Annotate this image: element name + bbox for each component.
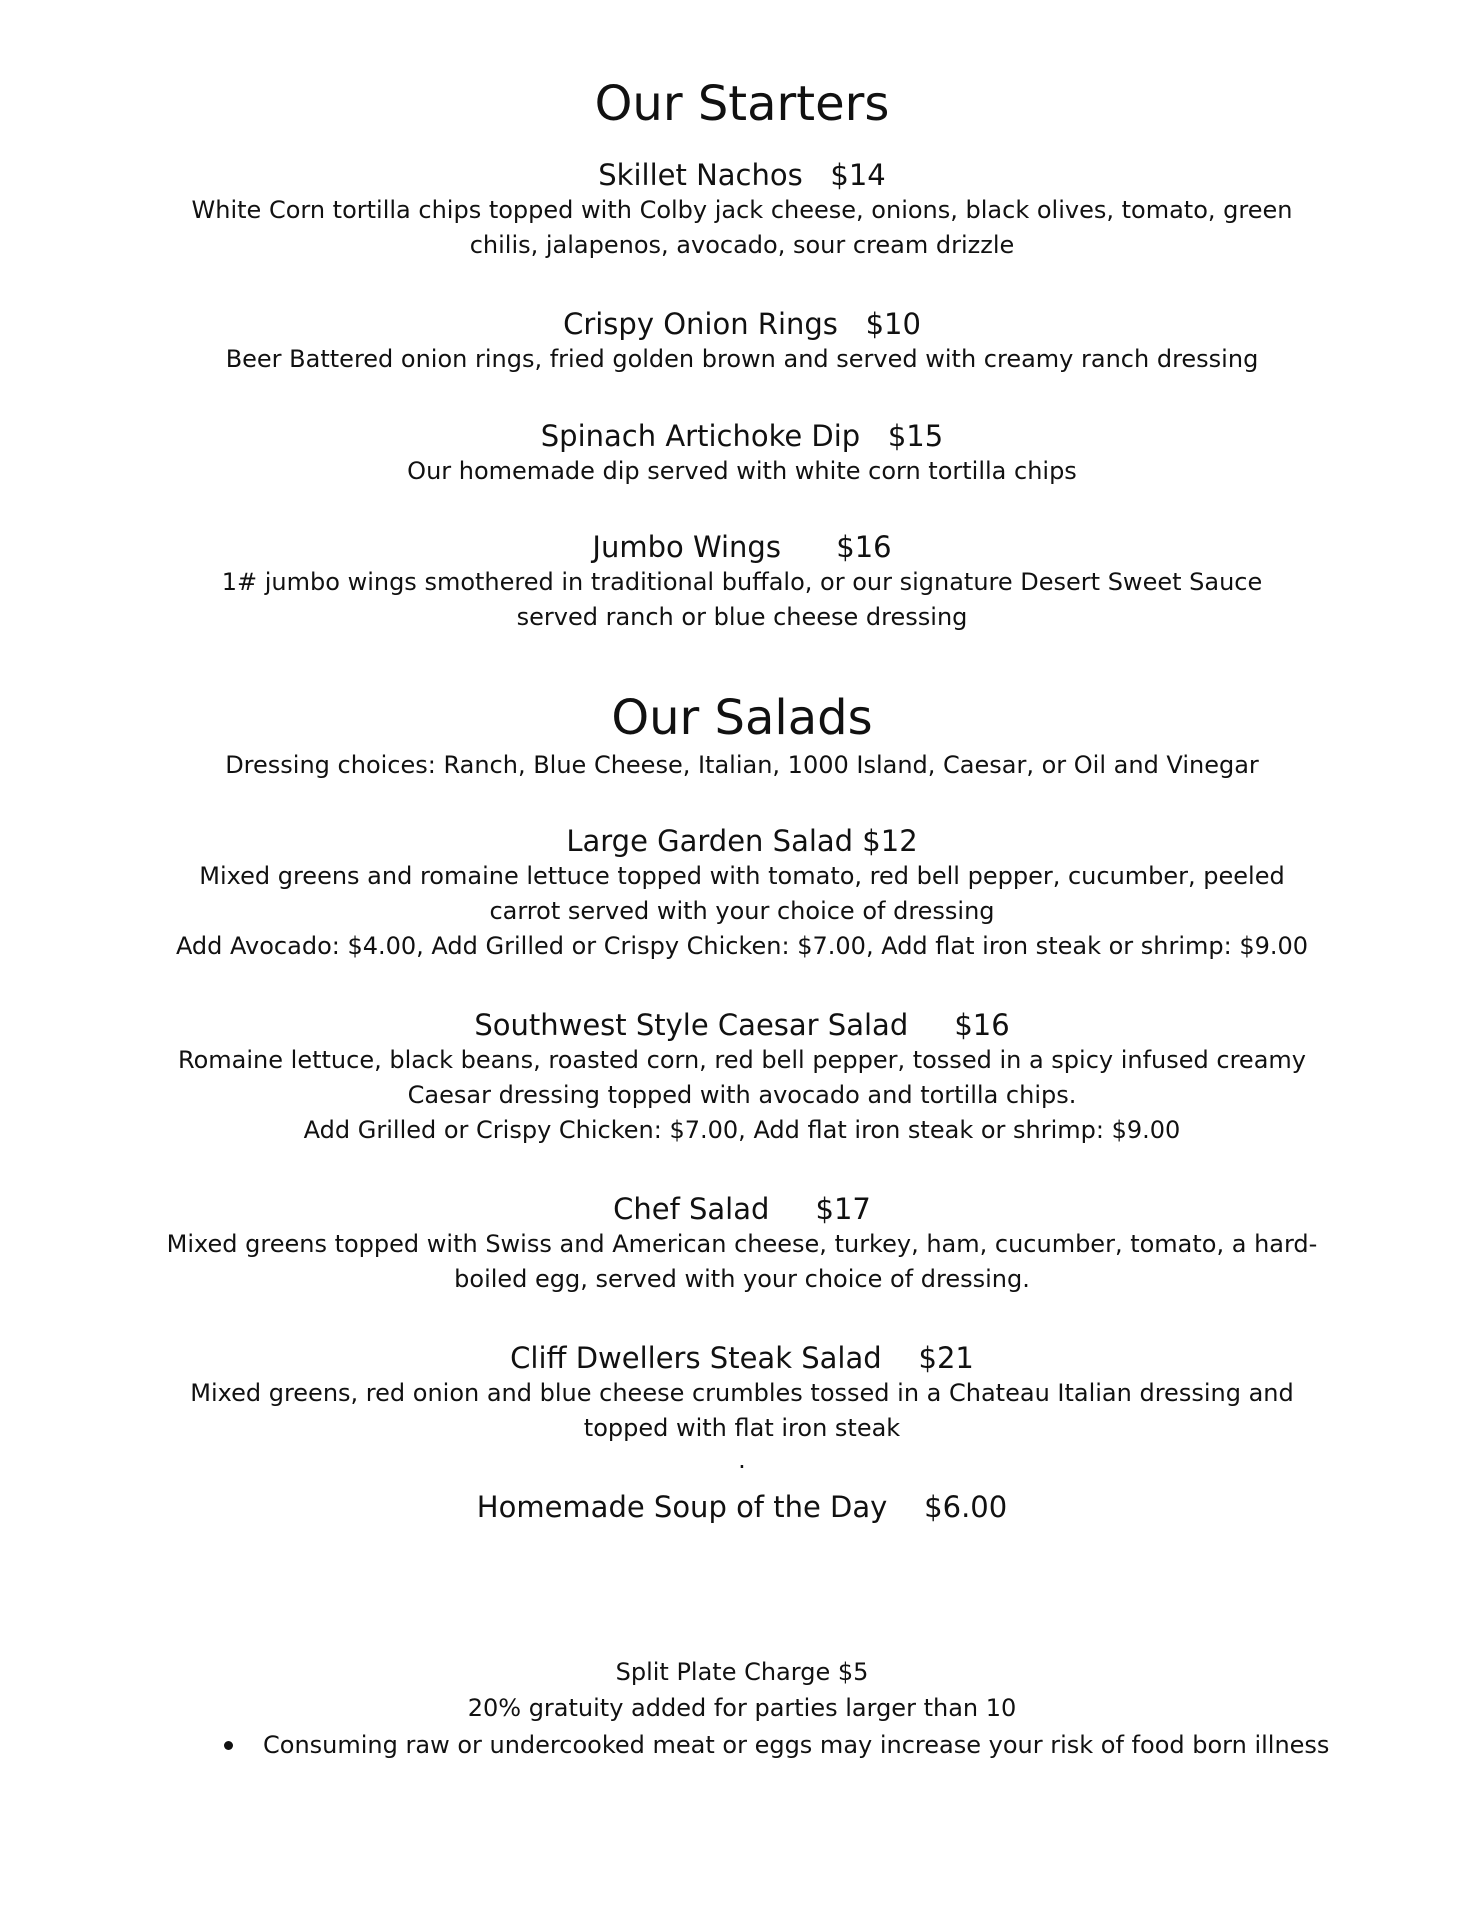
footer-notes <box>0 1654 1484 1726</box>
menu-item-chef-salad <box>0 1191 1484 1297</box>
item-description-line: Mixed greens topped with Swiss and American cheese, turkey, ham, cucumber, tomato, a hard- <box>166 1230 1318 1258</box>
item-description-line: Mixed greens, red onion and blue cheese crumbles tossed in a Chateau Italian dressing and <box>190 1379 1294 1407</box>
menu-item-skillet-nachos <box>0 157 1484 263</box>
dressing-choices-note: Dressing choices: Ranch, Blue Cheese, Italian, 1000 Island, Caesar, or Oil and Vinegar <box>225 751 1259 779</box>
item-title: Large Garden Salad $12 <box>566 824 918 858</box>
item-addon-line: Add Avocado: $4.00, Add Grilled or Crispy Chicken: $7.00, Add flat iron steak or shrimp: $9.00 <box>175 932 1309 960</box>
salads-title: Our Salads <box>611 690 873 746</box>
split-plate-charge: Split Plate Charge $5 <box>615 1658 869 1686</box>
item-description-line: Our homemade dip served with white corn tortilla chips <box>407 457 1077 485</box>
starters-title: Our Starters <box>594 76 890 132</box>
item-title: Jumbo Wings $16 <box>592 530 892 564</box>
bullet-icon <box>224 1741 233 1750</box>
menu-item-crispy-onion-rings <box>0 306 1484 377</box>
warning-text: Consuming raw or undercooked meat or eggs may increase your risk of food born illness <box>263 1731 1330 1759</box>
item-description-line: served ranch or blue cheese dressing <box>516 603 968 631</box>
menu-item-soup-of-the-day <box>0 1489 1484 1525</box>
item-description-line: White Corn tortilla chips topped with Colby jack cheese, onions, black olives, tomato, green <box>191 196 1293 224</box>
item-title: Chef Salad $17 <box>613 1192 871 1226</box>
item-description-line: boiled egg, served with your choice of dressing. <box>454 1265 1030 1293</box>
menu-item-jumbo-wings <box>0 529 1484 635</box>
menu-item-cliff-dwellers-steak-salad <box>0 1340 1484 1474</box>
item-title: Cliff Dwellers Steak Salad $21 <box>510 1341 974 1375</box>
menu-item-southwest-caesar-salad <box>0 1007 1484 1148</box>
item-description-line: Mixed greens and romaine lettuce topped with tomato, red bell pepper, cucumber, peeled <box>199 862 1285 890</box>
item-description-line: . <box>738 1446 746 1474</box>
item-title: Spinach Artichoke Dip $15 <box>540 419 944 453</box>
soup-title: Homemade Soup of the Day $6.00 <box>476 1490 1008 1524</box>
item-title: Crispy Onion Rings $10 <box>563 307 921 341</box>
item-description-line: carrot served with your choice of dressing <box>489 897 995 925</box>
item-title: Skillet Nachos $14 <box>598 158 886 192</box>
item-description-line: chilis, jalapenos, avocado, sour cream drizzle <box>469 231 1015 259</box>
menu-item-spinach-artichoke-dip <box>0 418 1484 489</box>
salads-section-title-block <box>0 690 1484 783</box>
item-title: Southwest Style Caesar Salad $16 <box>474 1008 1010 1042</box>
item-description-line: Beer Battered onion rings, fried golden brown and served with creamy ranch dressing <box>225 345 1259 373</box>
item-addon-line: Add Grilled or Crispy Chicken: $7.00, Add flat iron steak or shrimp: $9.00 <box>303 1116 1181 1144</box>
gratuity-note: 20% gratuity added for parties larger than 10 <box>467 1694 1017 1722</box>
item-description-line: Romaine lettuce, black beans, roasted corn, red bell pepper, tossed in a spicy infused creamy <box>178 1046 1306 1074</box>
item-description-line: 1# jumbo wings smothered in traditional buffalo, or our signature Desert Sweet Sauce <box>221 568 1263 596</box>
menu-item-large-garden-salad <box>0 823 1484 964</box>
item-description-line: topped with flat iron steak <box>583 1414 901 1442</box>
starters-section-title-block <box>0 76 1484 132</box>
item-description-line: Caesar dressing topped with avocado and tortilla chips. <box>407 1081 1077 1109</box>
